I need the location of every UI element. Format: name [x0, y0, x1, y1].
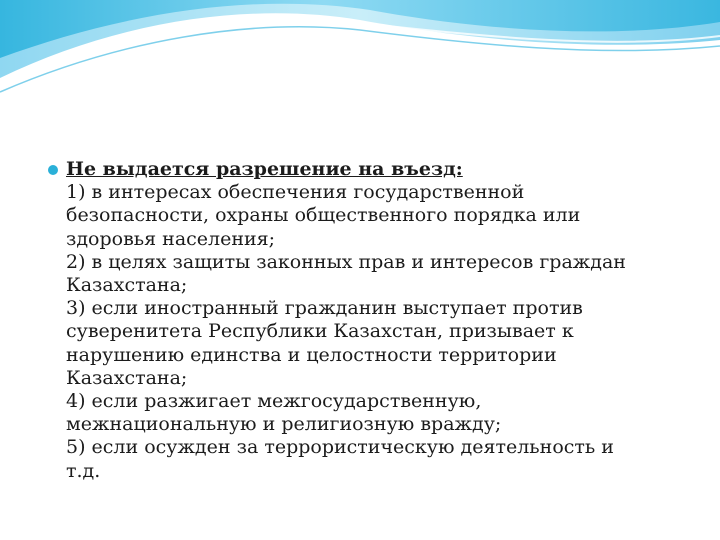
content-area	[48, 158, 688, 483]
text-line: безопасности, охраны общественного порядка или	[66, 204, 581, 227]
text-line: здоровья населения;	[66, 227, 276, 250]
text-line: межнациональную и религиозную вражду;	[66, 413, 502, 436]
text-line: нарушению единства и целостности территории	[66, 343, 557, 366]
text-line: 3) если иностранный гражданин выступает против	[66, 297, 583, 320]
bullet-heading: Не выдается разрешение на въезд:	[66, 158, 463, 180]
text-line: 1) в интересах обеспечения государственной	[66, 181, 525, 204]
text-line: 2) в целях защиты законных прав и интересов граждан	[66, 250, 626, 273]
text-line: суверенитета Республики Казахстан, призывает к	[66, 320, 574, 343]
text-line: 4) если разжигает межгосударственную,	[66, 390, 482, 413]
text-line: Казахстана;	[66, 274, 188, 297]
text-line: 5) если осужден за террористическую деятельность и	[66, 436, 614, 459]
bullet-dot-icon	[48, 165, 58, 175]
header-wave-decoration	[0, 0, 720, 100]
text-line: т.д.	[66, 459, 101, 482]
text-line: Казахстана;	[66, 366, 188, 389]
bullet-item	[48, 158, 688, 483]
